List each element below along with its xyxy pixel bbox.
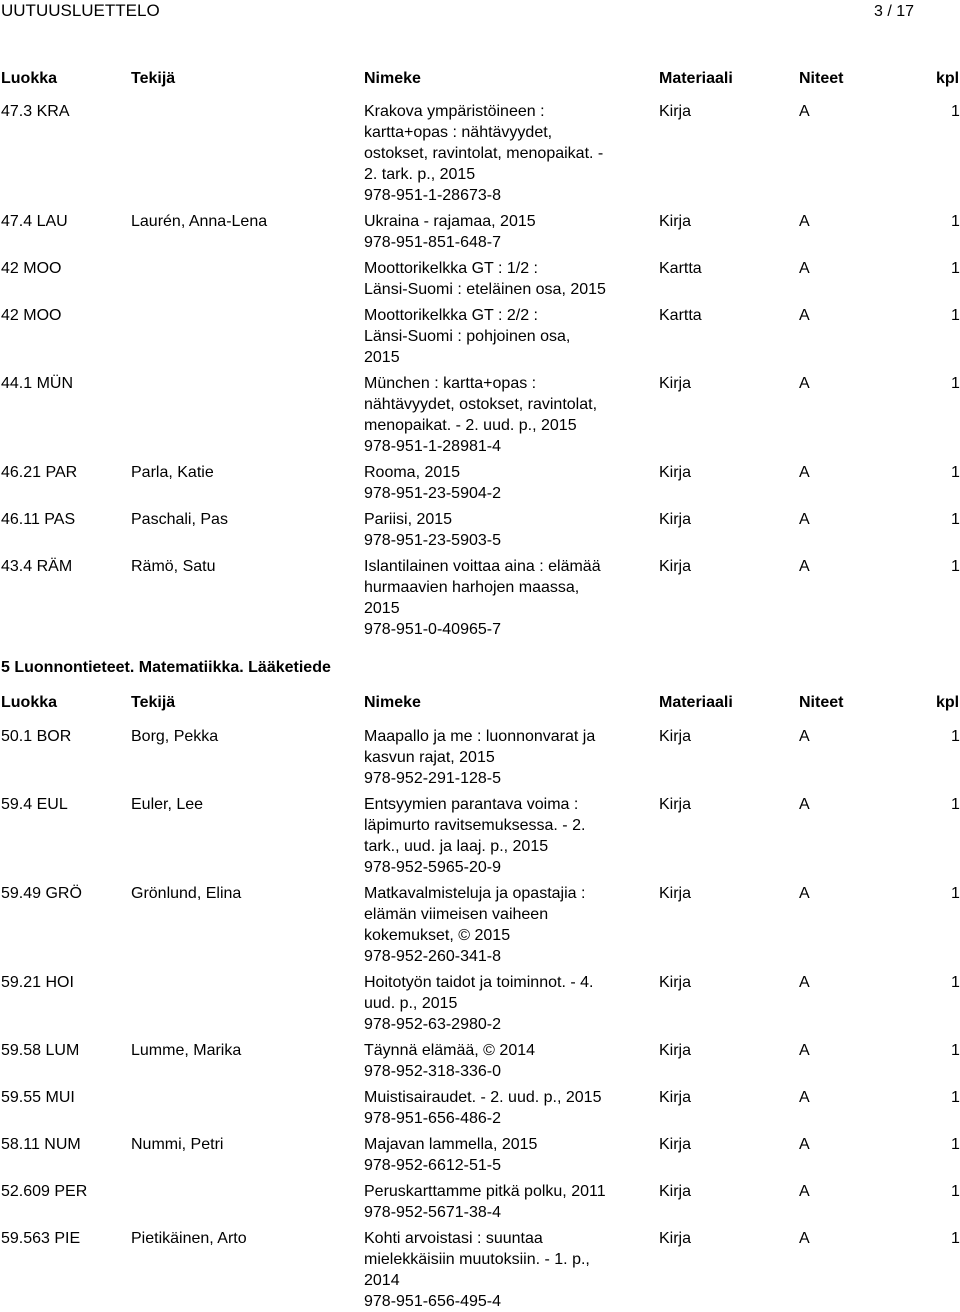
item-materiaali: Kirja <box>659 974 692 991</box>
item-tekija: Borg, Pekka <box>131 728 219 745</box>
item-luokka: 47.3 KRA <box>1 103 70 120</box>
col-kpl: kpl <box>936 70 960 87</box>
item-nimeke <box>364 211 609 253</box>
item-nimeke-line: 978-951-656-495-4 <box>364 1293 501 1310</box>
item-nimeke-line: Moottorikelkka GT : 2/2 : <box>364 307 538 324</box>
item-nimeke <box>364 258 609 300</box>
item-materiaali: Kirja <box>659 375 692 392</box>
item-nimeke <box>364 1228 609 1312</box>
item-niteet: A <box>799 511 810 528</box>
item-kpl: 1 <box>951 728 960 745</box>
item-kpl: 1 <box>951 1230 960 1247</box>
item-luokka: 52.609 PER <box>1 1183 88 1200</box>
item-nimeke <box>364 794 609 878</box>
item-niteet: A <box>799 213 810 230</box>
col-materiaali: Materiaali <box>659 70 733 87</box>
item-materiaali: Kirja <box>659 511 692 528</box>
page-header <box>0 0 960 24</box>
item-kpl: 1 <box>951 974 960 991</box>
item-nimeke-line: 978-952-291-128-5 <box>364 770 501 787</box>
col-materiaali: Materiaali <box>659 694 733 711</box>
item-nimeke-line: 978-951-656-486-2 <box>364 1110 501 1127</box>
item-nimeke-line: menopaikat. - 2. uud. p., 2015 <box>364 417 577 434</box>
col-niteet: Niteet <box>799 694 844 711</box>
item-materiaali: Kirja <box>659 558 692 575</box>
item-materiaali: Kirja <box>659 1183 692 1200</box>
item-niteet: A <box>799 1230 810 1247</box>
item-kpl: 1 <box>951 511 960 528</box>
item-materiaali: Kirja <box>659 103 692 120</box>
item-niteet: A <box>799 464 810 481</box>
col-luokka: Luokka <box>1 694 58 711</box>
item-luokka: 42 MOO <box>1 307 62 324</box>
item-luokka: 43.4 RÄM <box>1 558 73 575</box>
item-materiaali: Kirja <box>659 885 692 902</box>
item-luokka: 42 MOO <box>1 260 62 277</box>
page-number: 3 / 17 <box>873 3 914 20</box>
item-nimeke-line: 978-951-0-40965-7 <box>364 621 501 638</box>
item-niteet: A <box>799 260 810 277</box>
item-nimeke-line: München : kartta+opas : <box>364 375 537 392</box>
col-nimeke: Nimeke <box>364 70 421 87</box>
item-kpl: 1 <box>951 1183 960 1200</box>
item-materiaali: Kirja <box>659 796 692 813</box>
item-materiaali: Kartta <box>659 260 702 277</box>
item-nimeke-line: Pariisi, 2015 <box>364 511 453 528</box>
item-tekija: Grönlund, Elina <box>131 885 242 902</box>
col-luokka: Luokka <box>1 70 58 87</box>
item-tekija: Pietikäinen, Arto <box>131 1230 247 1247</box>
item-nimeke-line: Kohti arvoistasi : suuntaa <box>364 1230 543 1247</box>
item-nimeke-line: Rooma, 2015 <box>364 464 461 481</box>
item-nimeke <box>364 556 609 640</box>
item-nimeke-line: kasvun rajat, 2015 <box>364 749 495 766</box>
item-materiaali: Kirja <box>659 1230 692 1247</box>
item-nimeke <box>364 1087 609 1129</box>
item-nimeke-line: 978-951-851-648-7 <box>364 234 501 251</box>
item-niteet: A <box>799 1136 810 1153</box>
item-nimeke-line: kartta+opas : nähtävyydet, <box>364 124 553 141</box>
item-nimeke <box>364 462 609 504</box>
item-niteet: A <box>799 558 810 575</box>
col-tekija: Tekijä <box>131 70 176 87</box>
item-nimeke <box>364 1134 609 1176</box>
item-nimeke-line: ostokset, ravintolat, menopaikat. - <box>364 145 604 162</box>
item-niteet: A <box>799 885 810 902</box>
item-nimeke-line: 978-952-63-2980-2 <box>364 1016 501 1033</box>
item-kpl: 1 <box>951 1042 960 1059</box>
item-tekija: Rämö, Satu <box>131 558 216 575</box>
item-luokka: 59.21 HOI <box>1 974 74 991</box>
item-tekija: Nummi, Petri <box>131 1136 224 1153</box>
item-nimeke <box>364 883 609 967</box>
item-kpl: 1 <box>951 796 960 813</box>
item-nimeke-line: 2014 <box>364 1272 400 1289</box>
item-nimeke <box>364 509 609 551</box>
item-nimeke-line: elämän viimeisen vaiheen <box>364 906 549 923</box>
item-nimeke-line: 2015 <box>364 349 400 366</box>
item-luokka: 59.58 LUM <box>1 1042 80 1059</box>
item-nimeke <box>364 101 609 206</box>
item-kpl: 1 <box>951 1136 960 1153</box>
col-kpl: kpl <box>936 694 960 711</box>
col-nimeke: Nimeke <box>364 694 421 711</box>
item-nimeke <box>364 972 609 1035</box>
item-kpl: 1 <box>951 375 960 392</box>
item-nimeke-line: kokemukset, © 2015 <box>364 927 511 944</box>
item-nimeke-line: Entsyymien parantava voima : <box>364 796 579 813</box>
item-kpl: 1 <box>951 558 960 575</box>
item-niteet: A <box>799 974 810 991</box>
item-materiaali: Kirja <box>659 1042 692 1059</box>
item-tekija: Paschali, Pas <box>131 511 228 528</box>
item-niteet: A <box>799 1042 810 1059</box>
item-niteet: A <box>799 728 810 745</box>
item-nimeke-line: Hoitotyön taidot ja toiminnot. - 4. <box>364 974 594 991</box>
item-luokka: 44.1 MÜN <box>1 375 74 392</box>
item-niteet: A <box>799 307 810 324</box>
section-2-title: 5 Luonnontieteet. Matematiikka. Lääketiede <box>1 659 331 676</box>
item-nimeke-line: Länsi-Suomi : pohjoinen osa, <box>364 328 571 345</box>
item-kpl: 1 <box>951 464 960 481</box>
item-luokka: 59.4 EUL <box>1 796 68 813</box>
item-niteet: A <box>799 375 810 392</box>
item-materiaali: Kirja <box>659 1136 692 1153</box>
item-nimeke-line: Maapallo ja me : luonnonvarat ja <box>364 728 596 745</box>
item-nimeke-line: 978-952-5965-20-9 <box>364 859 501 876</box>
item-nimeke-line: 978-952-6612-51-5 <box>364 1157 501 1174</box>
item-luokka: 58.11 NUM <box>1 1136 81 1153</box>
item-materiaali: Kartta <box>659 307 702 324</box>
item-nimeke-line: 978-951-1-28673-8 <box>364 187 501 204</box>
item-nimeke <box>364 726 609 789</box>
item-tekija: Lumme, Marika <box>131 1042 242 1059</box>
item-nimeke-line: nähtävyydet, ostokset, ravintolat, <box>364 396 598 413</box>
item-nimeke-line: Islantilainen voittaa aina : elämää <box>364 558 601 575</box>
item-materiaali: Kirja <box>659 1089 692 1106</box>
item-luokka: 46.11 PAS <box>1 511 76 528</box>
item-nimeke-line: Täynnä elämää, © 2014 <box>364 1042 536 1059</box>
item-nimeke-line: Moottorikelkka GT : 1/2 : <box>364 260 538 277</box>
table-header-2 <box>0 692 960 714</box>
item-nimeke-line: läpimurto ravitsemuksessa. - 2. <box>364 817 586 834</box>
item-luokka: 59.55 MUI <box>1 1089 75 1106</box>
item-nimeke <box>364 1040 609 1082</box>
item-kpl: 1 <box>951 103 960 120</box>
col-niteet: Niteet <box>799 70 844 87</box>
item-nimeke-line: Matkavalmisteluja ja opastajia : <box>364 885 586 902</box>
item-nimeke <box>364 373 609 457</box>
item-nimeke-line: Peruskarttamme pitkä polku, 2011 <box>364 1183 606 1200</box>
item-materiaali: Kirja <box>659 464 692 481</box>
item-nimeke-line: Majavan lammella, 2015 <box>364 1136 538 1153</box>
item-nimeke-line: 2015 <box>364 600 400 617</box>
item-niteet: A <box>799 1183 810 1200</box>
item-materiaali: Kirja <box>659 213 692 230</box>
item-nimeke-line: Länsi-Suomi : eteläinen osa, 2015 <box>364 281 606 298</box>
col-tekija: Tekijä <box>131 694 176 711</box>
item-nimeke-line: 978-952-318-336-0 <box>364 1063 501 1080</box>
item-luokka: 59.563 PIE <box>1 1230 81 1247</box>
item-materiaali: Kirja <box>659 728 692 745</box>
item-tekija: Laurén, Anna-Lena <box>131 213 268 230</box>
item-tekija: Euler, Lee <box>131 796 204 813</box>
document-title: UUTUUSLUETTELO <box>1 1 160 20</box>
item-luokka: 59.49 GRÖ <box>1 885 82 902</box>
item-nimeke-line: Ukraina - rajamaa, 2015 <box>364 213 536 230</box>
item-nimeke-line: mielekkäisiin muutoksiin. - 1. p., <box>364 1251 590 1268</box>
item-nimeke-line: 978-951-1-28981-4 <box>364 438 501 455</box>
item-niteet: A <box>799 1089 810 1106</box>
item-nimeke-line: 978-952-5671-38-4 <box>364 1204 501 1221</box>
item-niteet: A <box>799 103 810 120</box>
item-nimeke-line: tark., uud. ja laaj. p., 2015 <box>364 838 549 855</box>
item-nimeke-line: 978-951-23-5904-2 <box>364 485 501 502</box>
item-tekija: Parla, Katie <box>131 464 214 481</box>
item-kpl: 1 <box>951 885 960 902</box>
item-nimeke-line: 978-952-260-341-8 <box>364 948 501 965</box>
item-luokka: 47.4 LAU <box>1 213 68 230</box>
item-nimeke-line: Muistisairaudet. - 2. uud. p., 2015 <box>364 1089 602 1106</box>
item-luokka: 46.21 PAR <box>1 464 78 481</box>
item-nimeke-line: hurmaavien harhojen maassa, <box>364 579 580 596</box>
item-kpl: 1 <box>951 260 960 277</box>
item-kpl: 1 <box>951 1089 960 1106</box>
item-niteet: A <box>799 796 810 813</box>
item-luokka: 50.1 BOR <box>1 728 72 745</box>
item-nimeke-line: 2. tark. p., 2015 <box>364 166 476 183</box>
item-nimeke <box>364 305 609 368</box>
item-kpl: 1 <box>951 307 960 324</box>
item-nimeke <box>364 1181 609 1223</box>
item-nimeke-line: 978-951-23-5903-5 <box>364 532 501 549</box>
item-nimeke-line: uud. p., 2015 <box>364 995 458 1012</box>
item-kpl: 1 <box>951 213 960 230</box>
item-nimeke-line: Krakova ympäristöineen : <box>364 103 545 120</box>
table-header-1 <box>0 68 960 90</box>
